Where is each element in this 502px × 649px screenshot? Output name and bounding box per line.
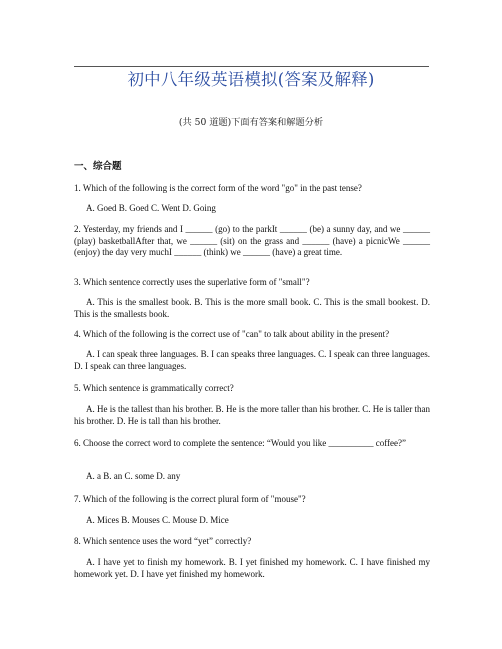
question-1-options: A. Goed B. Goed C. Went D. Going [86, 203, 216, 213]
question-3-stem: 3. Which sentence correctly uses the superlative form of "small"? [74, 277, 310, 287]
section-heading: 一、综合题 [74, 161, 122, 172]
question-6-options: A. a B. an C. some D. any [86, 471, 181, 481]
document-subtitle: (共 50 道题)下面有答案和解题分析 [178, 117, 324, 128]
question-7-stem: 7. Which of the following is the correct plural form of "mouse"? [74, 494, 306, 504]
question-1-stem: 1. Which of the following is the correct form of the word "go" in the past tense? [74, 183, 362, 193]
question-7-options: A. Mices B. Mouses C. Mouse D. Mice [86, 515, 229, 525]
document-title: 初中八年级英语模拟(答案及解释) [127, 70, 375, 89]
question-6-stem: 6. Choose the correct word to complete the sentence: “Would you like __________ coffee?” [74, 438, 407, 448]
question-2-stem: 2. Yesterday, my friends and I ______ (go) to the parkIt ______ (be) a sunny day, and we ______ (play) basketballAfter that, we ______ (sit) on the grass and ______ (have) a picnicWe ______ (enjoy) the day very muchI ______ (think) we ______ (have) a great time. [74, 224, 430, 257]
question-8-stem: 8. Which sentence uses the word “yet” correctly? [74, 536, 252, 546]
question-3-options: A. This is the smallest book. B. This is the more small book. C. This is the small bookest. D. This is the smallests book. [74, 297, 430, 319]
question-4-options: A. I can speak three languages. B. I can speaks three languages. C. I speak can three languages. D. I speak can three languages. [74, 349, 430, 371]
question-5-options: A. He is the tallest than his brother. B. He is the more taller than his brother. C. He is taller than his brother. D. He is tall than his brother. [74, 404, 430, 426]
question-8-options: A. I have yet to finish my homework. B. I yet finished my homework. C. I have finished my homework yet. D. I have yet finished my homework. [74, 557, 430, 579]
question-5-stem: 5. Which sentence is grammatically correct? [74, 383, 234, 393]
question-4-stem: 4. Which of the following is the correct use of "can" to talk about ability in the present? [74, 329, 390, 339]
